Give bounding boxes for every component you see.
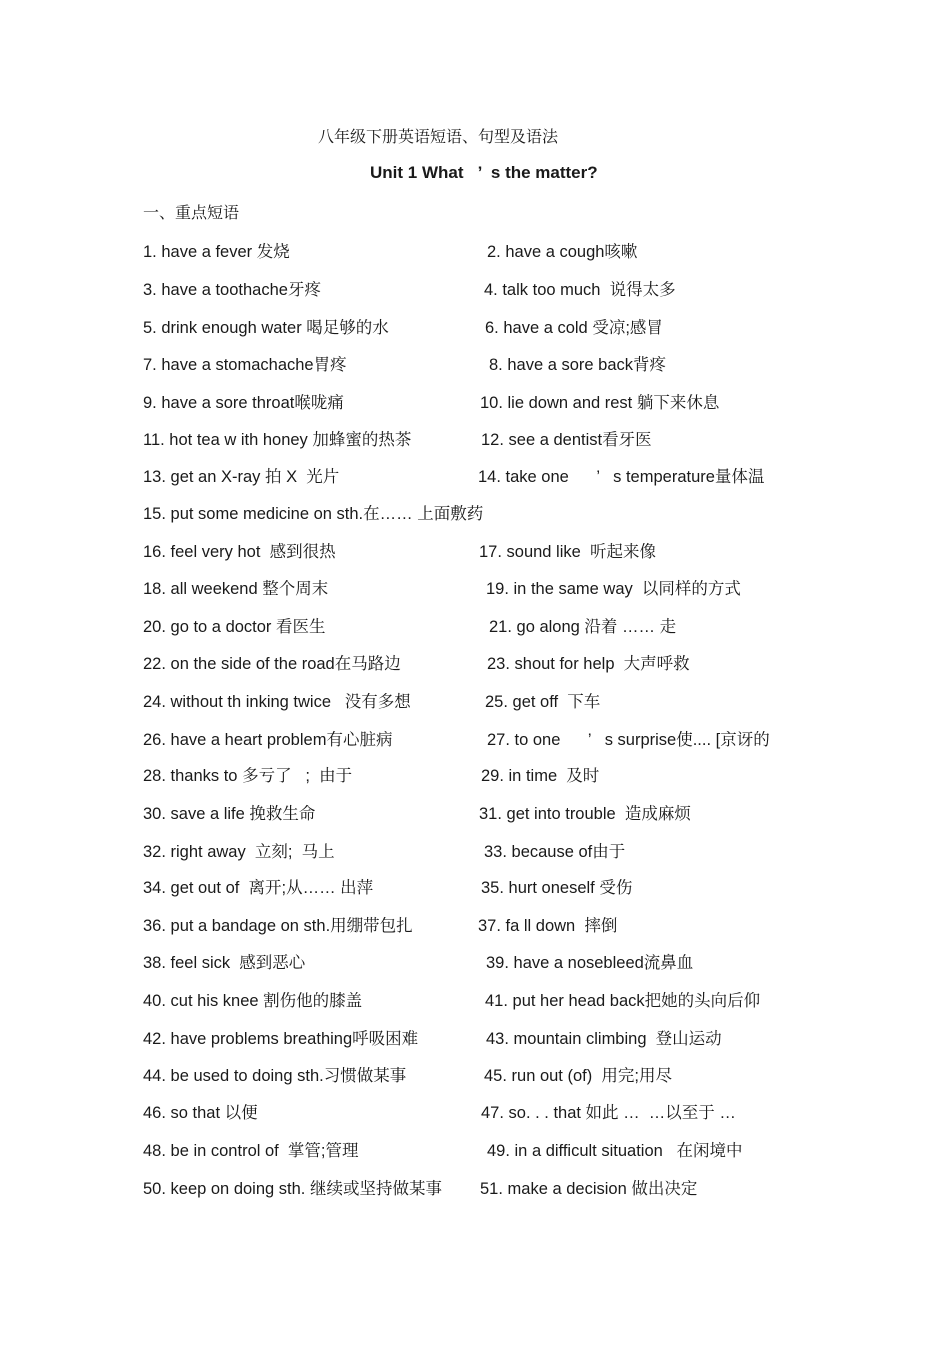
- phrase-left: 46. so that 以便: [143, 1104, 258, 1122]
- phrase-row: [0, 800, 950, 824]
- phrase-row: [0, 538, 950, 562]
- phrase-row: [0, 389, 950, 413]
- phrase-right: 12. see a dentist看牙医: [481, 431, 652, 449]
- phrase-right: 19. in the same way 以同样的方式: [486, 580, 741, 598]
- phrase-row: [0, 463, 950, 487]
- document-title: 八年级下册英语短语、句型及语法: [317, 127, 558, 146]
- phrase-left: 11. hot tea w ith honey 加蜂蜜的热茶: [143, 431, 412, 449]
- phrase-right: 14. take one ’ s temperature量体温: [478, 468, 765, 486]
- phrase-right: 8. have a sore back背疼: [489, 356, 667, 374]
- phrase-left: 26. have a heart problem有心脏病: [143, 731, 393, 749]
- phrase-row: [0, 276, 950, 300]
- phrase-left: 48. be in control of 掌管;管理: [143, 1142, 359, 1160]
- phrase-right: 17. sound like 听起来像: [479, 543, 656, 561]
- section-heading: 一、重点短语: [143, 203, 240, 222]
- phrase-left: 36. put a bandage on sth.用绷带包扎: [143, 917, 413, 935]
- phrase-left: 9. have a sore throat喉咙痛: [143, 394, 344, 412]
- phrase-left: 32. right away 立刻; 马上: [143, 843, 335, 861]
- phrase-row: [0, 575, 950, 599]
- phrase-row: [0, 688, 950, 712]
- phrase-right: 39. have a nosebleed流鼻血: [486, 954, 694, 972]
- phrase-row: [0, 238, 950, 262]
- phrase-row: [0, 500, 950, 524]
- phrase-right: 35. hurt oneself 受伤: [481, 879, 633, 897]
- phrase-right: 43. mountain climbing 登山运动: [486, 1030, 722, 1048]
- phrase-row: [0, 314, 950, 338]
- phrase-left: 28. thanks to 多亏了 ; 由于: [143, 767, 353, 785]
- phrase-right: 23. shout for help 大声呼救: [487, 655, 690, 673]
- phrase-left: 38. feel sick 感到恶心: [143, 954, 306, 972]
- phrase-row: [0, 351, 950, 375]
- phrase-left: 15. put some medicine on sth.在…… 上面敷药: [143, 505, 484, 523]
- phrase-left: 24. without th inking twice 没有多想: [143, 693, 411, 711]
- phrase-left: 40. cut his knee 割伤他的膝盖: [143, 992, 363, 1010]
- phrase-left: 50. keep on doing sth. 继续或坚持做某事: [143, 1180, 442, 1198]
- phrase-left: 22. on the side of the road在马路边: [143, 655, 401, 673]
- phrase-row: [0, 762, 950, 786]
- phrase-row: [0, 987, 950, 1011]
- phrase-right: 10. lie down and rest 躺下来休息: [480, 394, 720, 412]
- phrase-row: [0, 838, 950, 862]
- unit-title: Unit 1 What ’ s the matter?: [370, 163, 598, 182]
- phrase-left: 7. have a stomachache胃疼: [143, 356, 347, 374]
- phrase-right: 25. get off 下车: [485, 693, 601, 711]
- phrase-right: 4. talk too much 说得太多: [484, 281, 676, 299]
- phrase-right: 37. fa ll down 摔倒: [478, 917, 618, 935]
- phrase-left: 13. get an X-ray 拍 X 光片: [143, 468, 340, 486]
- phrase-row: [0, 949, 950, 973]
- phrase-right: 31. get into trouble 造成麻烦: [479, 805, 691, 823]
- phrase-row: [0, 912, 950, 936]
- phrase-right: 45. run out (of) 用完;用尽: [484, 1067, 672, 1085]
- phrase-right: 49. in a difficult situation 在闲境中: [487, 1142, 743, 1160]
- phrase-left: 16. feel very hot 感到很热: [143, 543, 336, 561]
- phrase-left: 30. save a life 挽救生命: [143, 805, 316, 823]
- phrase-left: 5. drink enough water 喝足够的水: [143, 319, 389, 337]
- phrase-left: 42. have problems breathing呼吸困难: [143, 1030, 419, 1048]
- phrase-right: 33. because of由于: [484, 843, 626, 861]
- phrase-right: 2. have a cough咳嗽: [487, 243, 638, 261]
- phrase-right: 51. make a decision 做出决定: [480, 1180, 698, 1198]
- phrase-row: [0, 1099, 950, 1123]
- phrase-left: 18. all weekend 整个周末: [143, 580, 329, 598]
- phrase-row: [0, 426, 950, 450]
- phrase-left: 44. be used to doing sth.习惯做某事: [143, 1067, 407, 1085]
- phrase-row: [0, 1137, 950, 1161]
- phrase-right: 29. in time 及时: [481, 767, 600, 785]
- phrase-row: [0, 650, 950, 674]
- phrase-left: 34. get out of 离开;从…… 出萍: [143, 879, 374, 897]
- phrase-left: 3. have a toothache牙疼: [143, 281, 321, 299]
- phrase-left: 1. have a fever 发烧: [143, 243, 290, 261]
- phrase-right: 21. go along 沿着 …… 走: [489, 618, 677, 636]
- phrase-row: [0, 1025, 950, 1049]
- phrase-row: [0, 613, 950, 637]
- phrase-row: [0, 726, 950, 750]
- phrase-right: 41. put her head back把她的头向后仰: [485, 992, 761, 1010]
- phrase-right: 27. to one ’ s surprise使.... [京讶的: [487, 731, 770, 749]
- phrase-row: [0, 874, 950, 898]
- phrase-right: 47. so. . . that 如此 … …以至于 …: [481, 1104, 736, 1122]
- phrase-row: [0, 1175, 950, 1199]
- phrase-right: 6. have a cold 受凉;感冒: [485, 319, 663, 337]
- phrase-row: [0, 1062, 950, 1086]
- phrase-left: 20. go to a doctor 看医生: [143, 618, 326, 636]
